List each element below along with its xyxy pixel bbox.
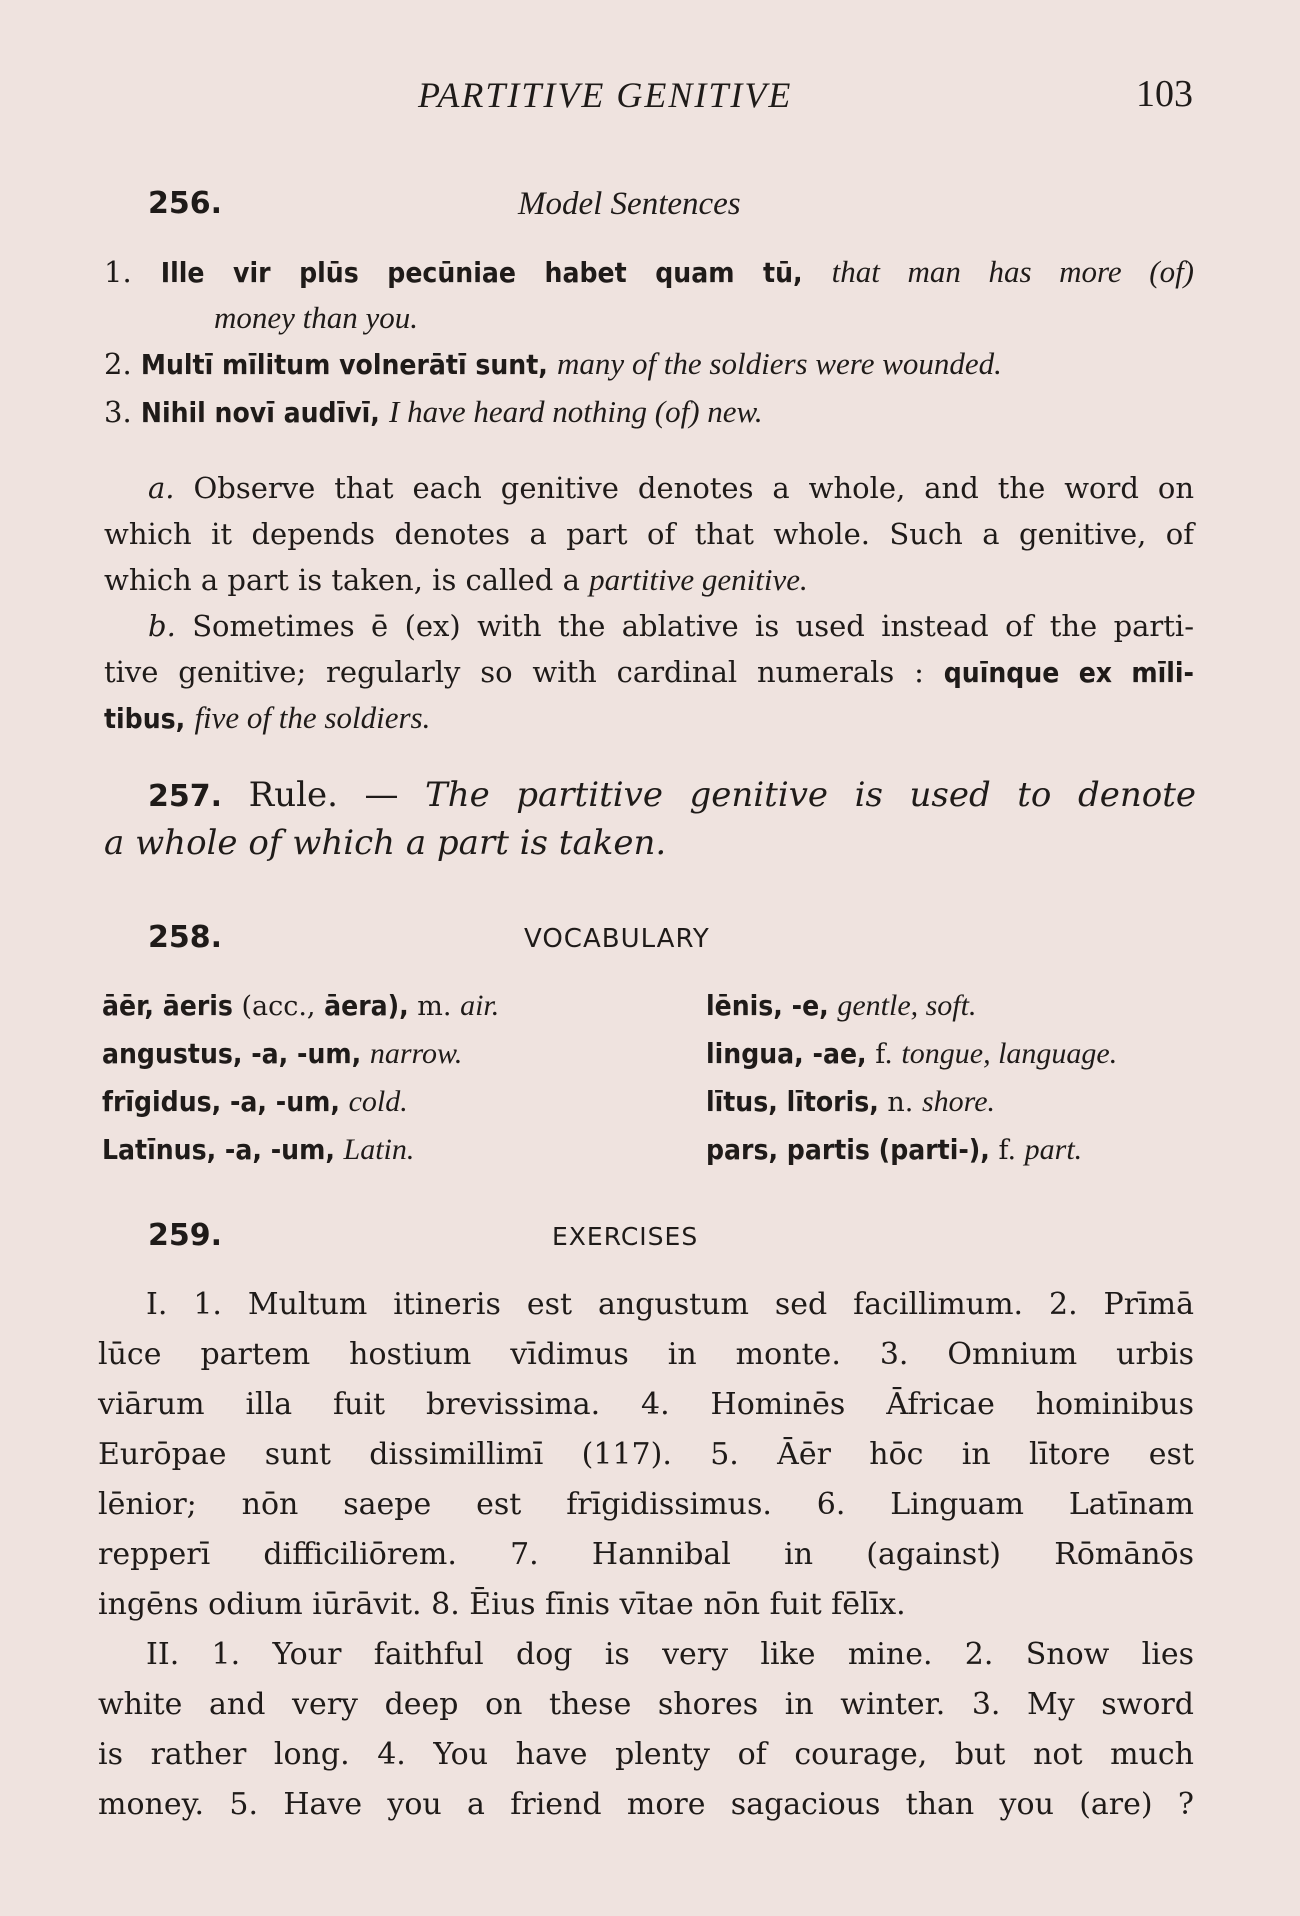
running-title: PARTITIVE GENITIVE xyxy=(418,75,793,115)
vocab-entry-lenis: lēnis, -e, gentle, soft. xyxy=(706,989,977,1022)
english-translation: many of the soldiers were wounded. xyxy=(557,346,1002,381)
sentence-number: 3. xyxy=(104,395,132,429)
exercise-1-line-2: lūce partem hostium vīdimus in monte. 3. Omnium urbis xyxy=(98,1337,1194,1372)
vocab-entry-frigidus: frīgidus, -a, -um, cold. xyxy=(102,1085,408,1118)
rule-257-line-1: 257. Rule. — The partitive genitive is used to denote xyxy=(148,775,1196,815)
section-title-model-sentences: Model Sentences xyxy=(518,186,741,222)
page-number: 103 xyxy=(1136,73,1193,115)
exercise-1-line-4: Eurōpae sunt dissimillimī (117). 5. Āēr hōc in lītore est xyxy=(98,1437,1194,1472)
vocab-entry-angustus: angustus, -a, -um, narrow. xyxy=(102,1037,463,1070)
note-b-line-3: tibus, five of the soldiers. xyxy=(104,700,431,735)
note-b-line-1: b. Sometimes ē (ex) with the ablative is used instead of the parti- xyxy=(148,609,1195,643)
note-b-line-2: tive genitive; regularly so with cardinal numerals : quīnque ex mīli- xyxy=(104,655,1195,689)
note-label-a: a. xyxy=(148,471,175,505)
exercise-2-line-1: II. 1. Your faithful dog is very like mine. 2. Snow lies xyxy=(146,1637,1194,1672)
exercise-1-line-7: ingēns odium iūrāvit. 8. Ēius fīnis vītae nōn fuit fēlīx. xyxy=(98,1587,906,1622)
exercise-1-line-1: I. 1. Multum itineris est angustum sed facillimum. 2. Prīmā xyxy=(146,1287,1194,1322)
model-sentence-1-continued: money than you. xyxy=(214,300,419,335)
exercise-2-line-4: money. 5. Have you a friend more sagacious than you (are) ? xyxy=(98,1787,1194,1822)
model-sentence-2 xyxy=(104,344,1002,385)
exercise-1-line-3: viārum illa fuit brevissima. 4. Hominēs Āfricae hominibus xyxy=(98,1387,1194,1422)
vocab-entry-pars: pars, partis (parti-), f. part. xyxy=(706,1133,1083,1166)
exercise-2-line-2: white and very deep on these shores in winter. 3. My sword xyxy=(98,1687,1194,1722)
section-number-257: 257. xyxy=(148,779,223,814)
vocab-entry-aer: āēr, āeris (acc., āera), m. air. xyxy=(102,989,500,1022)
section-number-259: 259. xyxy=(148,1218,223,1253)
section-number-258: 258. xyxy=(148,920,223,955)
sentence-number: 2. xyxy=(104,347,132,381)
sentence-number: 1. xyxy=(104,255,132,289)
section-number-256: 256. xyxy=(148,186,223,221)
note-a-line-3: which a part is taken, is called a partitive genitive. xyxy=(104,562,808,597)
note-label-b: b. xyxy=(148,609,176,643)
rule-257-line-2: a whole of which a part is taken. xyxy=(104,823,667,863)
model-sentence-1 xyxy=(104,252,1194,293)
model-sentence-3 xyxy=(104,392,763,433)
vocab-entry-latinus: Latīnus, -a, -um, Latin. xyxy=(102,1133,415,1166)
latin-text: Ille vir plūs pecūniae habet quam tū, xyxy=(160,256,803,289)
vocab-entry-litus: lītus, lītoris, n. shore. xyxy=(706,1085,996,1118)
section-title-exercises: EXERCISES xyxy=(552,1222,699,1251)
latin-text: Nihil novī audīvī, xyxy=(140,396,380,429)
note-a-line-1: a. Observe that each genitive denotes a whole, and the word on xyxy=(148,471,1195,505)
english-translation: that man has more (of) xyxy=(831,254,1195,289)
exercise-2-line-3: is rather long. 4. You have plenty of courage, but not much xyxy=(98,1737,1194,1772)
rule-label: Rule. — xyxy=(248,775,399,815)
english-translation: I have heard nothing (of) new. xyxy=(389,394,763,429)
note-a-line-2: which it depends denotes a part of that whole. Such a genitive, of xyxy=(104,517,1194,551)
vocab-entry-lingua: lingua, -ae, f. tongue, language. xyxy=(706,1037,1118,1070)
latin-text: Multī mīlitum volnerātī sunt, xyxy=(140,348,548,381)
section-title-vocabulary: VOCABULARY xyxy=(524,924,710,954)
exercise-1-line-6: repperī difficiliōrem. 7. Hannibal in (against) Rōmānōs xyxy=(98,1537,1194,1572)
exercise-1-line-5: lēnior; nōn saepe est frīgidissimus. 6. Linguam Latīnam xyxy=(98,1487,1194,1522)
term-partitive-genitive: partitive genitive. xyxy=(589,562,808,597)
